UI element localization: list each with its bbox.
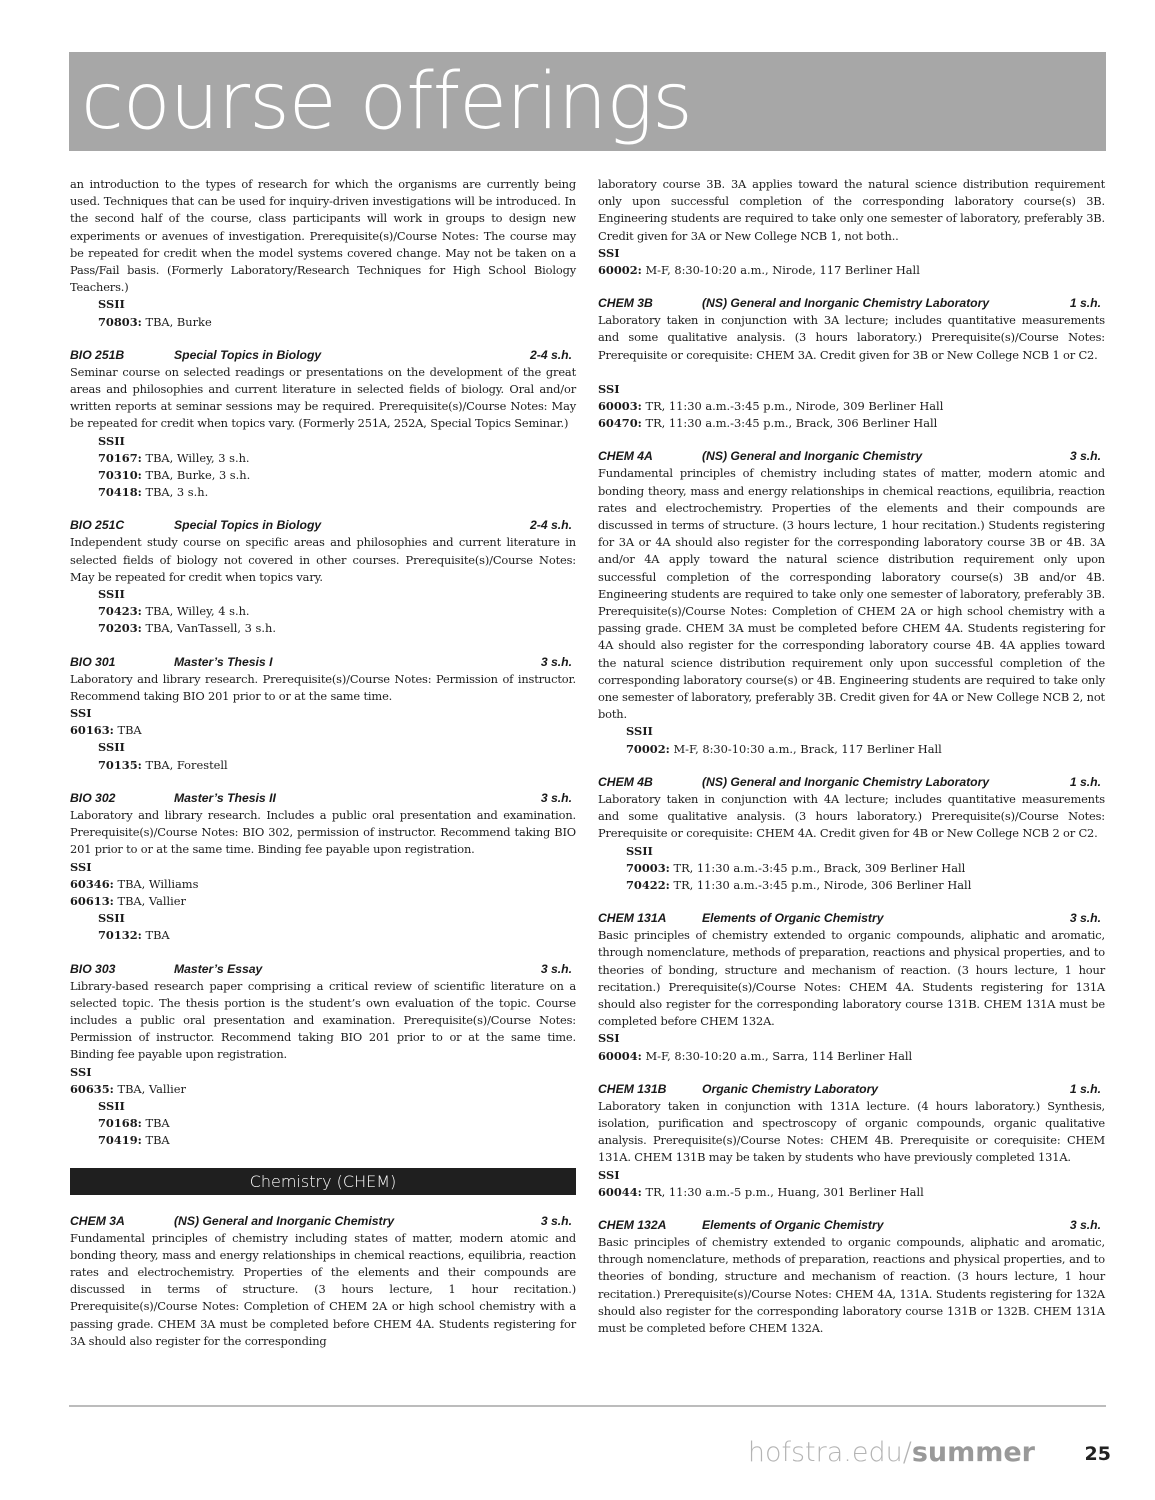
course-title: Master’s Essay bbox=[174, 961, 263, 976]
section-info: TBA, Willey, 4 s.h. bbox=[145, 604, 250, 619]
section-info: TBA, 3 s.h. bbox=[145, 485, 209, 500]
course-entry bbox=[598, 774, 1105, 894]
session-label: SSI bbox=[598, 1031, 620, 1046]
course-description: Basic principles of chemistry extended to organic compounds, aliphatic and aromatic, through nomenclature, methods of preparation, reactions and physical properties, and to theories of bonding, structure and mechanism of reaction. (3 hours lecture, 1 hour recitation.) Prerequisite(s)/Course Notes: CHEM 4A, 131A. Students registering for 132A should also register for the corresponding laboratory course 131B or 132B. CHEM 131A must be completed before CHEM 132A. bbox=[598, 1234, 1105, 1335]
section-number: 70423: bbox=[98, 604, 142, 619]
course-entry bbox=[598, 295, 1105, 432]
course-title: Elements of Organic Chemistry bbox=[702, 1217, 884, 1232]
section-row bbox=[70, 722, 576, 739]
session-list bbox=[598, 1030, 1105, 1064]
session-label: SSI bbox=[598, 381, 620, 396]
section-row bbox=[598, 262, 1105, 279]
course-entry bbox=[70, 347, 576, 502]
session-label: SSI bbox=[598, 1167, 620, 1182]
course-header bbox=[70, 347, 576, 364]
course-code: CHEM 4B bbox=[598, 774, 653, 789]
section-number: 70310: bbox=[98, 468, 142, 483]
session-list bbox=[70, 705, 576, 774]
course-entry bbox=[598, 910, 1105, 1065]
section-number: 70002: bbox=[626, 741, 670, 756]
session-label: SSII bbox=[626, 724, 653, 739]
course-description: Library-based research paper comprising a critical review of scientific literature on a selected topic. The thesis portion is the student’s own evaluation of the topic. Course includes a public oral presentation and examination. Prerequisite(s)/Course Notes: Permission of instructor. Recommend taking BIO 201 prior to or at the same time. Binding fee payable upon registration. bbox=[70, 978, 576, 1062]
course-list bbox=[598, 295, 1105, 1337]
session-label: SSII bbox=[98, 740, 125, 755]
course-code: BIO 303 bbox=[70, 961, 116, 976]
session-label: SSII bbox=[98, 297, 125, 312]
section-row bbox=[598, 741, 1105, 758]
section-info: TR, 11:30 a.m.-3:45 p.m., Brack, 306 Berliner Hall bbox=[645, 416, 938, 431]
section-info: TR, 11:30 a.m.-3:45 p.m., Nirode, 306 Berliner Hall bbox=[673, 877, 972, 892]
session-label: SSI bbox=[598, 245, 620, 260]
course-credit: 3 s.h. bbox=[1069, 1217, 1101, 1232]
section-number: 60003: bbox=[598, 399, 642, 414]
section-info: TBA bbox=[145, 928, 170, 943]
section-number: 70003: bbox=[626, 860, 670, 875]
footer-url[interactable] bbox=[748, 1437, 1035, 1468]
section-number: 70132: bbox=[98, 928, 142, 943]
course-title: (NS) General and Inorganic Chemistry bbox=[702, 449, 923, 464]
session-label: SSII bbox=[98, 911, 125, 926]
course-header bbox=[70, 790, 576, 807]
session-list bbox=[598, 843, 1105, 895]
course-title: Master’s Thesis I bbox=[174, 654, 273, 669]
session-list bbox=[598, 1167, 1105, 1201]
course-credit: 2-4 s.h. bbox=[530, 518, 572, 533]
course-header bbox=[70, 654, 576, 671]
section-row bbox=[70, 757, 576, 774]
course-code: BIO 301 bbox=[70, 654, 116, 669]
section-row bbox=[598, 1048, 1105, 1065]
course-description: laboratory course 3B. 3A applies toward the natural science distribution requirement only upon successful completion of the corresponding laboratory course(s) 3B. Engineering students are required to take only one semester of laboratory, preferably 3B. Credit given for 3A or New College NCB 1, not both.. bbox=[598, 177, 1105, 243]
section-row bbox=[70, 450, 576, 467]
course-entry bbox=[70, 961, 576, 1150]
section-info: TBA, Forestell bbox=[145, 757, 228, 772]
section-row bbox=[70, 1115, 576, 1132]
course-description: Laboratory and library research. Prerequisite(s)/Course Notes: Permission of instructor. Recommend taking BIO 201 prior to or at the same time. bbox=[70, 671, 576, 703]
page-title: course offerings bbox=[81, 57, 692, 147]
section-row bbox=[70, 927, 576, 944]
section-info: M-F, 8:30-10:20 a.m., Nirode, 117 Berliner Hall bbox=[645, 263, 920, 278]
section-number: 70418: bbox=[98, 485, 142, 500]
session-list bbox=[70, 296, 576, 330]
course-code: CHEM 132A bbox=[598, 1217, 667, 1232]
session-list bbox=[70, 1064, 576, 1150]
section-number: 60613: bbox=[70, 893, 114, 908]
course-title: Special Topics in Biology bbox=[174, 347, 322, 362]
section-row bbox=[70, 893, 576, 910]
course-header bbox=[70, 961, 576, 978]
course-description: Basic principles of chemistry extended to organic compounds, aliphatic and aromatic, through nomenclature, methods of preparation, reactions and physical properties, and to theories of bonding, structure and mechanism of reaction. (3 hours lecture, 1 hour recitation.) Prerequisite(s)/Course Notes: CHEM 4A. Students registering for 131A should also register for the corresponding laboratory course 131B. CHEM 131A must be completed before CHEM 132A. bbox=[598, 928, 1105, 1029]
course-title: Special Topics in Biology bbox=[174, 518, 322, 533]
course-credit: 2-4 s.h. bbox=[530, 347, 572, 362]
course-title: (NS) General and Inorganic Chemistry Laboratory bbox=[702, 774, 990, 789]
section-row bbox=[598, 877, 1105, 894]
section-row bbox=[70, 876, 576, 893]
right-column bbox=[598, 176, 1105, 1353]
course-code: BIO 251B bbox=[70, 347, 125, 362]
course-code: CHEM 3A bbox=[70, 1213, 125, 1228]
section-number: 70422: bbox=[626, 877, 670, 892]
section-row bbox=[70, 484, 576, 501]
section-info: TR, 11:30 a.m.-3:45 p.m., Brack, 309 Berliner Hall bbox=[673, 860, 966, 875]
course-header bbox=[598, 1217, 1105, 1234]
session-label: SSII bbox=[98, 587, 125, 602]
course-description: Laboratory and library research. Includes a public oral presentation and examination. Prerequisite(s)/Course Notes: BIO 302, permission of instructor. Recommend taking BIO 201 prior to or at the same time. Binding fee payable upon registration. bbox=[70, 807, 576, 857]
course-entry bbox=[70, 654, 576, 774]
session-list bbox=[70, 433, 576, 502]
section-row bbox=[598, 398, 1105, 415]
section-info: TBA bbox=[117, 723, 142, 738]
course-entry bbox=[598, 1081, 1105, 1201]
session-label: SSI bbox=[70, 706, 92, 721]
course-entry bbox=[70, 1213, 576, 1350]
course-title: Master’s Thesis II bbox=[174, 790, 276, 805]
section-number: 70203: bbox=[98, 621, 142, 636]
course-title: (NS) General and Inorganic Chemistry Laboratory bbox=[702, 296, 990, 311]
left-column bbox=[70, 176, 576, 1366]
section-info: TBA, Burke, 3 s.h. bbox=[145, 468, 251, 483]
section-number: 60163: bbox=[70, 723, 114, 738]
section-row bbox=[70, 314, 576, 331]
course-description: Independent study course on specific areas and philosophies and current literature in selected fields of biology not covered in other courses. Prerequisite(s)/Course Notes: May be repeated for credit when topics vary. bbox=[70, 535, 576, 584]
section-row bbox=[598, 415, 1105, 432]
session-label: SSI bbox=[70, 859, 92, 874]
course-list bbox=[70, 347, 576, 1150]
section-row bbox=[70, 467, 576, 484]
section-row bbox=[598, 1184, 1105, 1201]
section-number: 60346: bbox=[70, 876, 114, 891]
footer-url-bold: summer bbox=[911, 1437, 1035, 1468]
course-credit: 3 s.h. bbox=[540, 654, 572, 669]
section-number: 60635: bbox=[70, 1081, 114, 1096]
course-credit: 1 s.h. bbox=[1069, 774, 1101, 789]
course-credit: 3 s.h. bbox=[1069, 911, 1101, 926]
course-description: Fundamental principles of chemistry including states of matter, modern atomic and bonding theory, mass and energy relationships in chemical reactions, equilibria, reaction rates and electrochemistry. Properties of the elements and their compounds are discussed in terms of structure. (3 hours lecture, 1 hour recitation.) Prerequisite(s)/Course Notes: Completion of CHEM 2A or high school chemistry with a passing grade. CHEM 3A must be completed before CHEM 4A. Students registering for 3A should also register for the corresponding bbox=[70, 1230, 576, 1348]
session-list bbox=[70, 859, 576, 945]
course-credit: 3 s.h. bbox=[540, 961, 572, 976]
section-number: 70168: bbox=[98, 1116, 142, 1131]
course-code: BIO 302 bbox=[70, 790, 116, 805]
chem3a-continuation bbox=[598, 176, 1105, 279]
course-header bbox=[70, 517, 576, 534]
course-header bbox=[598, 295, 1105, 312]
section-number: 60004: bbox=[598, 1048, 642, 1063]
course-code: CHEM 4A bbox=[598, 449, 653, 464]
course-credit: 1 s.h. bbox=[1069, 1081, 1101, 1096]
session-list bbox=[598, 723, 1105, 757]
spacer bbox=[598, 364, 1105, 381]
section-info: TBA, Williams bbox=[117, 876, 199, 891]
course-code: CHEM 3B bbox=[598, 296, 653, 311]
course-title: Organic Chemistry Laboratory bbox=[702, 1081, 879, 1096]
page-number: 25 bbox=[1084, 1443, 1111, 1465]
section-info: M-F, 8:30-10:30 a.m., Brack, 117 Berliner Hall bbox=[673, 741, 942, 756]
section-info: TBA, Burke bbox=[145, 314, 212, 329]
course-title: (NS) General and Inorganic Chemistry bbox=[174, 1213, 395, 1228]
session-label: SSII bbox=[626, 843, 653, 858]
session-list bbox=[598, 381, 1105, 433]
session-list bbox=[598, 245, 1105, 279]
course-code: BIO 251C bbox=[70, 518, 125, 533]
course-entry bbox=[598, 1217, 1105, 1337]
course-description: Seminar course on selected readings or presentations on the development of the great areas and philosophies and current literature in selected fields of biology. Oral and/or written reports at seminar sessions may be required. Prerequisite(s)/Course Notes: May be repeated for credit when topics vary. (Formerly 251A, 252A, Special Topics Seminar.) bbox=[70, 364, 576, 431]
course-description: Laboratory taken in conjunction with 3A lecture; includes quantitative measurements and some qualitative analysis. (3 hours laboratory.) Prerequisite(s)/Course Notes: Prerequisite or corequisite: CHEM 3A. Credit given for 3B or New College NCB 1 or C2. bbox=[598, 313, 1105, 362]
course-credit: 3 s.h. bbox=[540, 1213, 572, 1228]
section-number: 60002: bbox=[598, 263, 642, 278]
course-title: Elements of Organic Chemistry bbox=[702, 911, 884, 926]
course-header bbox=[70, 1213, 576, 1230]
course-header bbox=[598, 1081, 1105, 1098]
section-row bbox=[598, 860, 1105, 877]
section-number: 70419: bbox=[98, 1133, 142, 1148]
section-info: TBA, Willey, 3 s.h. bbox=[145, 450, 250, 465]
course-credit: 1 s.h. bbox=[1069, 296, 1101, 311]
course-description: Laboratory taken in conjunction with 4A lecture; includes quantitative measurements and some qualitative analysis. (3 hours laboratory.) Prerequisite(s)/Course Notes: Prerequisite or corequisite: CHEM 4A. Credit given for 4B or New College NCB 2 or C2. bbox=[598, 791, 1105, 841]
section-row bbox=[70, 1132, 576, 1149]
course-description: Laboratory taken in conjunction with 131A lecture. (4 hours laboratory.) Synthesis, isolation, purification and spectroscopy of organic compounds, organic qualitative analysis. Prerequisite(s)/Course Notes: CHEM 4B. Prerequisite or corequisite: CHEM 131A. CHEM 131B may be taken by students who have previously completed 131A. bbox=[598, 1098, 1105, 1165]
intro-continuation bbox=[70, 176, 576, 331]
section-number: 70803: bbox=[98, 314, 142, 329]
session-label: SSII bbox=[98, 1098, 125, 1113]
course-code: CHEM 131B bbox=[598, 1081, 667, 1096]
section-info: TBA, Vallier bbox=[117, 893, 186, 908]
course-credit: 3 s.h. bbox=[540, 790, 572, 805]
course-credit: 3 s.h. bbox=[1069, 449, 1101, 464]
session-label: SSI bbox=[70, 1064, 92, 1079]
section-number: 70135: bbox=[98, 757, 142, 772]
section-heading-chemistry: Chemistry (CHEM) bbox=[70, 1168, 576, 1195]
section-info: TR, 11:30 a.m.-3:45 p.m., Nirode, 309 Berliner Hall bbox=[645, 399, 944, 414]
section-info: TBA bbox=[145, 1116, 170, 1131]
section-info: TBA, Vallier bbox=[117, 1081, 186, 1096]
section-info: TR, 11:30 a.m.-5 p.m., Huang, 301 Berliner Hall bbox=[645, 1184, 924, 1199]
course-description: Fundamental principles of chemistry including states of matter, modern atomic and bonding theory, mass and energy relationships in chemical reactions, equilibria, reaction rates and electrochemistry. Properties of the elements and their compounds are discussed in terms of structure. (3 hours lecture, 1 hour recitation.) Students registering for 3A or 4A should also register for the corresponding laboratory course 3B or 4B. 3A and/or 4A apply toward the natural science distribution requirement only upon successful completion of the corresponding laboratory course(s) 3B and/or 4B. Engineering students are required to take only one semester of laboratory, preferably 3B. Prerequisite(s)/Course Notes: Completion of CHEM 2A or high school chemistry with a passing grade. CHEM 3A must be completed before CHEM 4A. Students registering for 4A should also register for the corresponding laboratory course 4B. 4A applies toward the natural science distribution requirement only upon successful completion of the corresponding laboratory course(s) or 4B. Engineering students are required to take only one semester of laboratory, preferably 3B. Credit given for 4A or New College NCB 2, not both. bbox=[598, 466, 1105, 722]
section-info: TBA bbox=[145, 1133, 170, 1148]
footer-url-prefix: hofstra.edu/ bbox=[747, 1437, 912, 1468]
session-list bbox=[70, 586, 576, 638]
header-banner bbox=[69, 52, 1106, 151]
section-info: TBA, VanTassell, 3 s.h. bbox=[145, 621, 276, 636]
course-code: CHEM 131A bbox=[598, 911, 667, 926]
course-description: an introduction to the types of research for which the organisms are currently being used. Techniques that can be used for inquiry-driven investigations will be introduced. In the second half of the course, class participants will work in groups to design new experiments or avenues of investigation. Prerequisite(s)/Course Notes: The course may be repeated for credit when the model systems covered change. May not be taken on a Pass/Fail basis. (Formerly Laboratory/Research Techniques for High School Biology Teachers.) bbox=[70, 177, 576, 295]
section-info: M-F, 8:30-10:20 a.m., Sarra, 114 Berliner Hall bbox=[645, 1048, 913, 1063]
section-row bbox=[70, 620, 576, 637]
course-header bbox=[598, 448, 1105, 465]
course-entry bbox=[70, 790, 576, 945]
section-row bbox=[70, 1081, 576, 1098]
course-header bbox=[598, 774, 1105, 791]
section-number: 60470: bbox=[598, 416, 642, 431]
course-entry bbox=[598, 448, 1105, 757]
course-header bbox=[598, 910, 1105, 927]
course-entry bbox=[70, 517, 576, 637]
section-number: 60044: bbox=[598, 1184, 642, 1199]
footer-divider bbox=[69, 1405, 1106, 1407]
section-row bbox=[70, 603, 576, 620]
session-label: SSII bbox=[98, 433, 125, 448]
section-number: 70167: bbox=[98, 450, 142, 465]
